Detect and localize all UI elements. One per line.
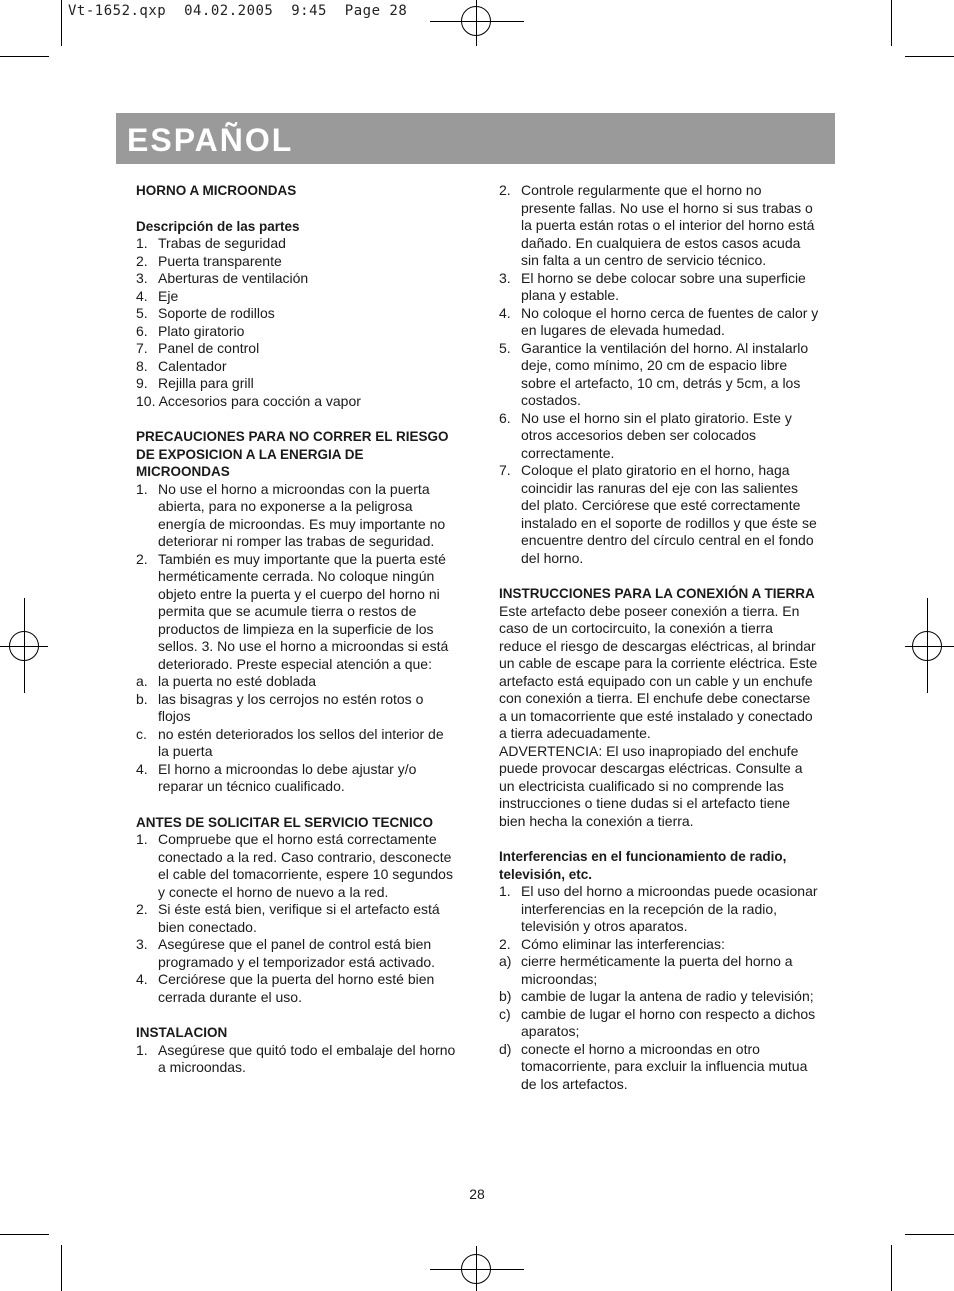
list-item-text: Plato giratorio xyxy=(158,322,245,339)
list-item xyxy=(499,988,819,1006)
list-item-text: Trabas de seguridad xyxy=(158,235,286,251)
list-item-text: Cómo eliminar las interferencias: xyxy=(521,935,725,952)
list-item-number: b) xyxy=(499,988,512,1004)
list-item xyxy=(499,305,819,340)
crop-mark-top-left-h xyxy=(0,56,49,57)
list-item-text: Rejilla para grill xyxy=(158,375,254,391)
list-item xyxy=(136,691,456,726)
list-item xyxy=(136,936,456,971)
list-item-text: El horno se debe colocar sobre una superficie plana y estable. xyxy=(521,269,806,303)
list-item xyxy=(499,883,819,936)
spacer xyxy=(499,830,819,848)
list-item-text: las bisagras y los cerrojos no estén rotos o flojos xyxy=(158,690,424,724)
list-item xyxy=(136,253,456,271)
section-heading: PRECAUCIONES PARA NO CORRER EL RIESGO DE EXPOSICION A LA ENERGIA DE MICROONDAS xyxy=(136,429,449,479)
spacer xyxy=(136,200,456,218)
list-item xyxy=(136,971,456,1006)
crop-mark-bottom-right-v xyxy=(891,1245,892,1291)
list-item xyxy=(499,410,819,463)
list-item-number: 2. xyxy=(499,182,511,198)
crop-mark-top-left-v xyxy=(61,0,62,46)
list-item-number: 1. xyxy=(136,235,148,251)
crop-mark-top-right-v xyxy=(891,0,892,46)
left-column xyxy=(136,182,456,1077)
page-number: 28 xyxy=(469,1186,485,1202)
print-header: Vt-1652.qxp 04.02.2005 9:45 Page 28 xyxy=(68,3,408,19)
list-item-text: Asegúrese que el panel de control está bien programado y el temporizador está activado. xyxy=(158,936,436,970)
list-item-number: 2. xyxy=(136,252,148,269)
crop-mark-bottom-left-v xyxy=(61,1245,62,1291)
list-item-text: No coloque el horno cerca de fuentes de calor y en lugares de elevada humedad. xyxy=(521,304,819,338)
language-banner xyxy=(116,113,835,164)
list-item-number: 4. xyxy=(136,971,148,987)
list-item-text: Asegúrese que quitó todo el embalaje del horno a microondas. xyxy=(158,1041,456,1075)
list-item xyxy=(499,1006,819,1041)
list-item-number: c. xyxy=(136,725,147,742)
list-item-number: 1. xyxy=(136,831,148,847)
list-item xyxy=(499,270,819,305)
list-item xyxy=(136,673,456,691)
list-item xyxy=(136,551,456,674)
list-item-text: Compruebe que el horno está correctamente conectado a la red. Caso contrario, desconecte el cable del tomacorriente, espere 10 segundos y conecte el horno de nuevo a la red. xyxy=(158,831,453,900)
spacer xyxy=(136,796,456,814)
list-item-number: a) xyxy=(499,953,512,969)
list-item-text: cambie de lugar el horno con respecto a dichos aparatos; xyxy=(521,1005,816,1039)
list-item-number: 5. xyxy=(499,339,511,356)
spacer xyxy=(499,567,819,585)
list-item xyxy=(136,340,456,358)
list-item xyxy=(136,761,456,796)
section-heading: HORNO A MICROONDAS xyxy=(136,183,297,198)
list-item-text: También es muy importante que la puerta esté herméticamente cerrada. No coloque ningún objeto entre la puerta y el cuerpo del horno ni permita que se acumule tierra o restos de productos de limpieza en la superficie de los sellos. 3. No use el horno a microondas si está deteriorado. Preste especial atención a que: xyxy=(158,550,449,672)
list-item-number: a. xyxy=(136,673,148,689)
list-item-text: No use el horno a microondas con la puerta abierta, para no exponerse a la peligrosa energía de microondas. Es muy importante no deteriorar ni romper las trabas de seguridad. xyxy=(158,480,446,549)
list-item-text: Calentador xyxy=(158,357,227,374)
list-item xyxy=(499,462,819,567)
list-item xyxy=(499,1041,819,1094)
list-item-text: Aberturas de ventilación xyxy=(158,270,309,286)
list-item-text: Garantice la ventilación del horno. Al instalarlo deje, como mínimo, 20 cm de espacio libre sobre el artefacto, 10 cm, detrás y 5cm, a los costados. xyxy=(521,339,809,408)
list-item-text: No use el horno sin el plato giratorio. Este y otros accesorios deben ser colocados correctamente. xyxy=(521,409,792,461)
list-item-number: 1. xyxy=(499,883,511,899)
list-item-text: no estén deteriorados los sellos del interior de la puerta xyxy=(158,725,444,759)
list-item-text: Puerta transparente xyxy=(158,252,282,269)
list-item-text: la puerta no esté doblada xyxy=(158,673,317,689)
list-item xyxy=(136,831,456,901)
list-item-text: Si éste está bien, verifique si el artefacto está bien conectado. xyxy=(158,901,440,935)
list-item-number: c) xyxy=(499,1005,511,1022)
section-heading: Interferencias en el funcionamiento de radio, televisión, etc. xyxy=(499,849,787,882)
list-item-number: d) xyxy=(499,1040,512,1057)
list-item-number: 3. xyxy=(499,269,511,286)
list-item-number: 4. xyxy=(499,304,511,321)
list-item-number: 5. xyxy=(136,305,148,321)
paragraph: 10. Accesorios para cocción a vapor xyxy=(136,392,361,409)
list-item-text: cambie de lugar la antena de radio y televisión; xyxy=(521,988,814,1004)
list-item-text: Coloque el plato giratorio en el horno, haga coincidir las ranuras del eje con las salientes del plato. Cerciórese que esté correctamente instalado en el soporte de rodillos y que éste se encuentre dentro del círculo central en el fondo del horno. xyxy=(521,462,817,566)
list-item-text: conecte el horno a microondas en otro tomacorriente, para excluir la influencia mutua de los artefactos. xyxy=(521,1040,808,1092)
list-item-number: 6. xyxy=(136,322,148,339)
section-heading: INSTRUCCIONES PARA LA CONEXIÓN A TIERRA xyxy=(499,586,815,601)
list-item-text: Panel de control xyxy=(158,340,260,356)
list-item xyxy=(136,375,456,393)
list-item-text: Cerciórese que la puerta del horno esté bien cerrada durante el uso. xyxy=(158,971,435,1005)
section-heading: ANTES DE SOLICITAR EL SERVICIO TECNICO xyxy=(136,814,434,830)
list-item-number: 8. xyxy=(136,357,148,374)
section-heading: Descripción de las partes xyxy=(136,218,300,234)
list-item-text: El horno a microondas lo debe ajustar y/o reparar un técnico cualificado. xyxy=(158,760,417,794)
list-item xyxy=(499,936,819,954)
list-item-text: cierre herméticamente la puerta del horno a microondas; xyxy=(521,953,793,987)
list-item-number: 2. xyxy=(499,935,511,952)
list-item-number: 6. xyxy=(499,409,511,426)
list-item xyxy=(136,305,456,323)
crop-mark-bottom-left-h xyxy=(0,1234,49,1235)
list-item-text: Soporte de rodillos xyxy=(158,305,275,321)
list-item xyxy=(136,1042,456,1077)
list-item-number: 7. xyxy=(136,340,148,356)
list-item xyxy=(136,235,456,253)
spacer xyxy=(136,1006,456,1024)
paragraph: Este artefacto debe poseer conexión a tierra. En caso de un cortocircuito, la conexión a tierra reduce el riesgo de descargas eléctricas, al brindar un cable de escape para la corriente eléctrica. Este artefacto está equipado con un cable y un enchufe con conexión a tierra. El enchufe debe conectarse a un tomacorriente que esté instalado y conectado a tierra adecuadamente. xyxy=(499,602,818,741)
list-item xyxy=(136,323,456,341)
list-item-number: 2. xyxy=(136,550,148,567)
list-item-number: 9. xyxy=(136,375,148,391)
right-column xyxy=(499,182,819,1093)
crop-mark-top-right-h xyxy=(905,56,954,57)
list-item xyxy=(136,358,456,376)
list-item-number: b. xyxy=(136,690,148,707)
list-item xyxy=(136,270,456,288)
list-item xyxy=(136,288,456,306)
list-item-number: 1. xyxy=(136,480,148,497)
list-item-text: El uso del horno a microondas puede ocasionar interferencias en la recepción de la radio, televisión y otros aparatos. xyxy=(521,883,818,934)
spacer xyxy=(136,410,456,428)
crop-mark-bottom-right-h xyxy=(905,1234,954,1235)
list-item xyxy=(499,953,819,988)
list-item xyxy=(499,340,819,410)
list-item xyxy=(499,182,819,270)
language-title: ESPAÑOL xyxy=(127,122,294,158)
section-heading: INSTALACION xyxy=(136,1025,228,1040)
list-item xyxy=(136,726,456,761)
list-item-number: 3. xyxy=(136,270,148,286)
list-item-text: Eje xyxy=(158,287,179,304)
list-item-number: 7. xyxy=(499,462,511,478)
list-item-number: 4. xyxy=(136,760,148,777)
list-item xyxy=(136,481,456,551)
list-item-number: 4. xyxy=(136,287,148,304)
paragraph: ADVERTENCIA: El uso inapropiado del enchufe puede provocar descargas eléctricas. Consulte a un electricista cualificado si no comprende las instrucciones o tiene dudas si el artefacto tiene bien hecha la conexión a tierra. xyxy=(499,742,803,829)
list-item-number: 2. xyxy=(136,901,148,917)
list-item xyxy=(136,901,456,936)
list-item-text: Controle regularmente que el horno no presente fallas. No use el horno si sus trabas o la puerta están rotas o el interior del horno está dañado. En cualquiera de estos casos acuda sin falta a un centro de servicio técnico. xyxy=(521,182,815,268)
list-item-number: 1. xyxy=(136,1041,148,1058)
list-item-number: 3. xyxy=(136,936,148,952)
